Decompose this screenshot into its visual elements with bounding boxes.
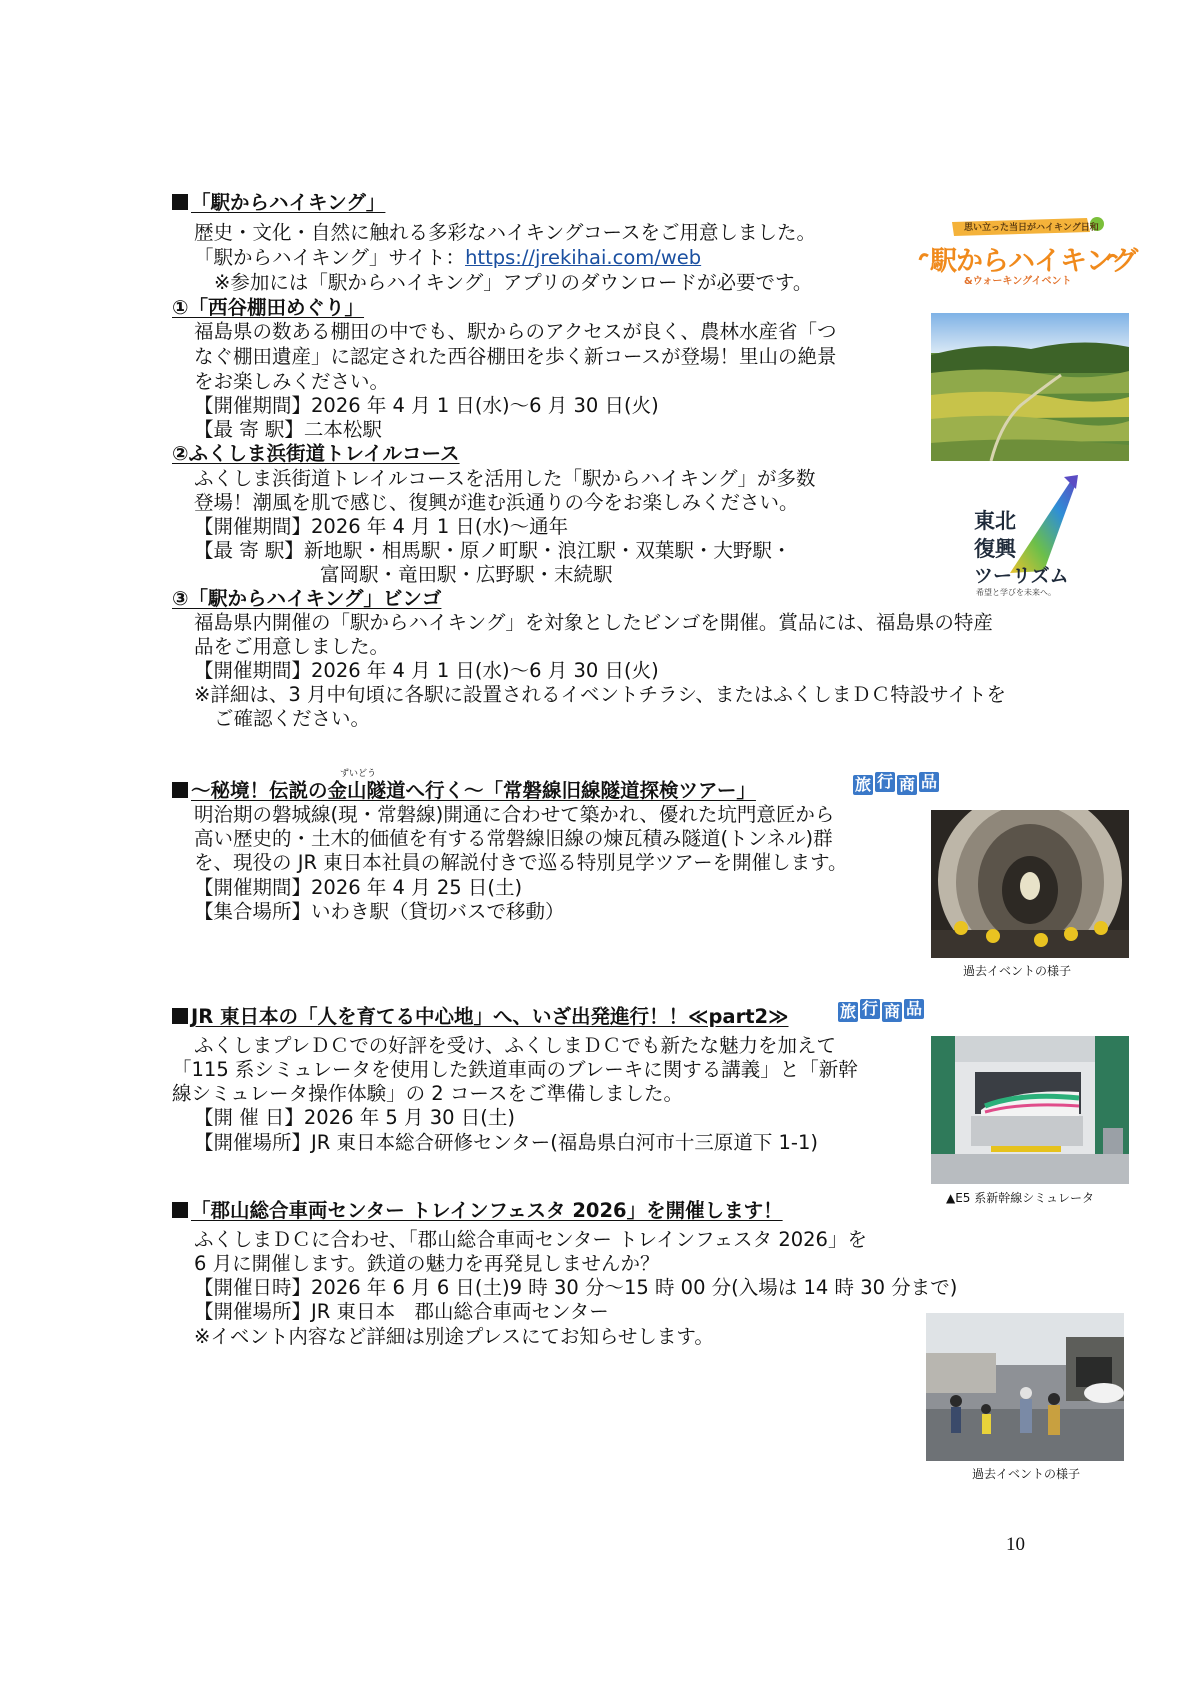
- tunnel-photo: [931, 810, 1129, 958]
- badge-char: 行: [862, 999, 879, 1018]
- note-line: ※詳細は、3 月中旬頃に各駅に設置されるイベントチラシ、またはふくしまＤＣ特設サイトを: [194, 683, 1007, 706]
- square-bullet-icon: [172, 1008, 188, 1024]
- nearest-station: 【最 寄 駅】二本松駅: [194, 418, 382, 441]
- course-title: ③「駅からハイキング」ビンゴ: [172, 587, 442, 610]
- badge-char: 商: [899, 775, 916, 794]
- body-line: を、現役の JR 東日本社員の解説付きで巡る特別見学ツアーを開催します。: [194, 851, 848, 874]
- badge-char: 品: [906, 999, 923, 1018]
- section-heading-tunnel-tour: [172, 779, 756, 803]
- rice-terrace-photo: [931, 313, 1129, 461]
- body-line: をお楽しみください。: [194, 370, 390, 393]
- course-heading-2: [172, 442, 460, 466]
- meeting-place: 【集合場所】いわき駅（貸切バスで移動）: [194, 900, 565, 923]
- note-line: ※イベント内容など詳細は別途プレスにてお知らせします。: [194, 1325, 714, 1348]
- section-title: 「郡山総合車両センター トレインフェスタ 2026」を開催します！: [191, 1199, 783, 1222]
- nearest-station: 【最 寄 駅】新地駅・相馬駅・原ノ町駅・浪江駅・双葉駅・大野駅・: [194, 539, 792, 562]
- event-period: 【開催期間】2026 年 4 月 1 日(水)～通年: [194, 515, 569, 538]
- site-label: 「駅からハイキング」サイト：: [194, 246, 466, 269]
- rice-terrace-image: [931, 313, 1129, 461]
- body-line: 「115 系シミュレータを使用した鉄道車両のブレーキに関する講義」と「新幹: [172, 1058, 858, 1081]
- ekihai-logo-main: 駅からハイキング: [930, 246, 1138, 277]
- body-line: 高い歴史的・土木的価値を有する常磐線旧線の煉瓦積み隧道(トンネル)群: [194, 827, 833, 850]
- note-line: ご確認ください。: [214, 707, 371, 730]
- body-line: 福島県の数ある棚田の中でも、駅からのアクセスが良く、農林水産省「つ: [194, 320, 837, 343]
- event-date: 【開 催 日】2026 年 5 月 30 日(土): [194, 1106, 515, 1129]
- event-period: 【開催期間】2026 年 4 月 1 日(水)～6 月 30 日(火): [194, 659, 659, 682]
- section-title: JR 東日本の「人を育てる中心地」へ、いざ出発進行！！≪part2≫: [191, 1005, 789, 1028]
- tohoku-logo-line2: 復興: [974, 537, 1016, 561]
- body-line: 線シミュレータ操作体験」の 2 コースをご準備しました。: [172, 1082, 683, 1105]
- badge-char: 商: [884, 1002, 901, 1021]
- photo-caption: 過去イベントの様子: [972, 1467, 1081, 1481]
- ruby-zuido: ずいどう: [340, 769, 377, 779]
- ekihai-logo: [912, 212, 1138, 287]
- body-line: なぐ棚田遺産」に認定された西谷棚田を歩く新コースが登場！里山の絶景: [194, 345, 837, 368]
- body-line: 福島県内開催の「駅からハイキング」を対象としたビンゴを開催。賞品には、福島県の特産: [194, 611, 993, 634]
- badge-char: 旅: [855, 775, 872, 794]
- body-line: 登場！潮風を肌で感じ、復興が進む浜通りの今をお楽しみください。: [194, 491, 799, 514]
- square-bullet-icon: [172, 782, 188, 798]
- train-festa-photo: [926, 1313, 1124, 1461]
- badge-char: 品: [921, 772, 938, 791]
- simulator-image: [931, 1036, 1129, 1184]
- body-line: ふくしまＤＣに合わせ、「郡山総合車両センター トレインフェスタ 2026」を: [194, 1228, 867, 1251]
- badge-char: 旅: [840, 1002, 857, 1021]
- photo-caption: ▲E5 系新幹線シミュレータ: [946, 1191, 1095, 1205]
- site-line: [194, 246, 701, 270]
- course-heading-1: [172, 296, 364, 320]
- course-title: ①「西谷棚田めぐり」: [172, 296, 365, 319]
- train-festa-image: [926, 1313, 1124, 1461]
- tohoku-fukko-tourism-logo: [972, 475, 1084, 601]
- event-venue: 【開催場所】JR 東日本 郡山総合車両センター: [194, 1300, 609, 1323]
- tohoku-logo-tagline: 希望と学びを未来へ。: [976, 588, 1056, 597]
- event-venue: 【開催場所】JR 東日本総合研修センター(福島県白河市十三原道下 1-1): [194, 1131, 818, 1154]
- body-line: 歴史・文化・自然に触れる多彩なハイキングコースをご用意しました。: [194, 221, 817, 244]
- event-period: 【開催期間】2026 年 4 月 25 日(土): [194, 876, 523, 899]
- body-line: ふくしまプレＤＣでの好評を受け、ふくしまＤＣでも新たな魅力を加えて: [194, 1034, 836, 1057]
- e5-simulator-photo: [931, 1036, 1129, 1184]
- body-line: 6 月に開催します。鉄道の魅力を再発見しませんか？: [194, 1252, 660, 1275]
- section-heading-train-festa: [172, 1199, 783, 1223]
- square-bullet-icon: [172, 194, 188, 210]
- page-number: 10: [1006, 1534, 1025, 1555]
- section-heading-training-center: [172, 1005, 789, 1029]
- course-heading-3: [172, 587, 441, 611]
- hiking-site-link[interactable]: https://jrekihai.com/web: [465, 246, 702, 269]
- ekihai-logo-tagline: 思い立った当日がハイキング日和: [964, 223, 1099, 233]
- body-line: ふくしま浜街道トレイルコースを活用した「駅からハイキング」が多数: [194, 467, 816, 490]
- badge-char: 行: [877, 772, 894, 791]
- body-line: 明治期の磐城線(現・常磐線)開通に合わせて築かれ、優れた坑門意匠から: [194, 803, 835, 826]
- ekihai-logo-sub: &ウォーキングイベント: [964, 276, 1072, 287]
- photo-caption: 過去イベントの様子: [963, 964, 1072, 978]
- section-title: ～秘境！伝説の金山隧道へ行く～「常磐線旧線隧道探検ツアー」: [191, 779, 756, 802]
- section-heading-hiking: [172, 191, 385, 215]
- nearest-station-cont: 富岡駅・竜田駅・広野駅・末続駅: [320, 563, 613, 586]
- travel-product-badge: [853, 773, 941, 797]
- square-bullet-icon: [172, 1202, 188, 1218]
- body-line: ※参加には「駅からハイキング」アプリのダウンロードが必要です。: [214, 271, 813, 294]
- event-period: 【開催期間】2026 年 4 月 1 日(水)～6 月 30 日(火): [194, 394, 659, 417]
- tohoku-logo-line1: 東北: [974, 509, 1016, 533]
- body-line: 品をご用意しました。: [194, 635, 390, 658]
- tohoku-logo-line3: ツーリズム: [974, 565, 1069, 587]
- tunnel-image: [931, 810, 1129, 958]
- event-datetime: 【開催日時】2026 年 6 月 6 日(土)9 時 30 分～15 時 00 分(入場は 14 時 30 分まで): [194, 1276, 958, 1299]
- course-title: ②ふくしま浜街道トレイルコース: [172, 442, 460, 465]
- travel-product-badge: [838, 1000, 926, 1024]
- section-title: 「駅からハイキング」: [191, 191, 386, 214]
